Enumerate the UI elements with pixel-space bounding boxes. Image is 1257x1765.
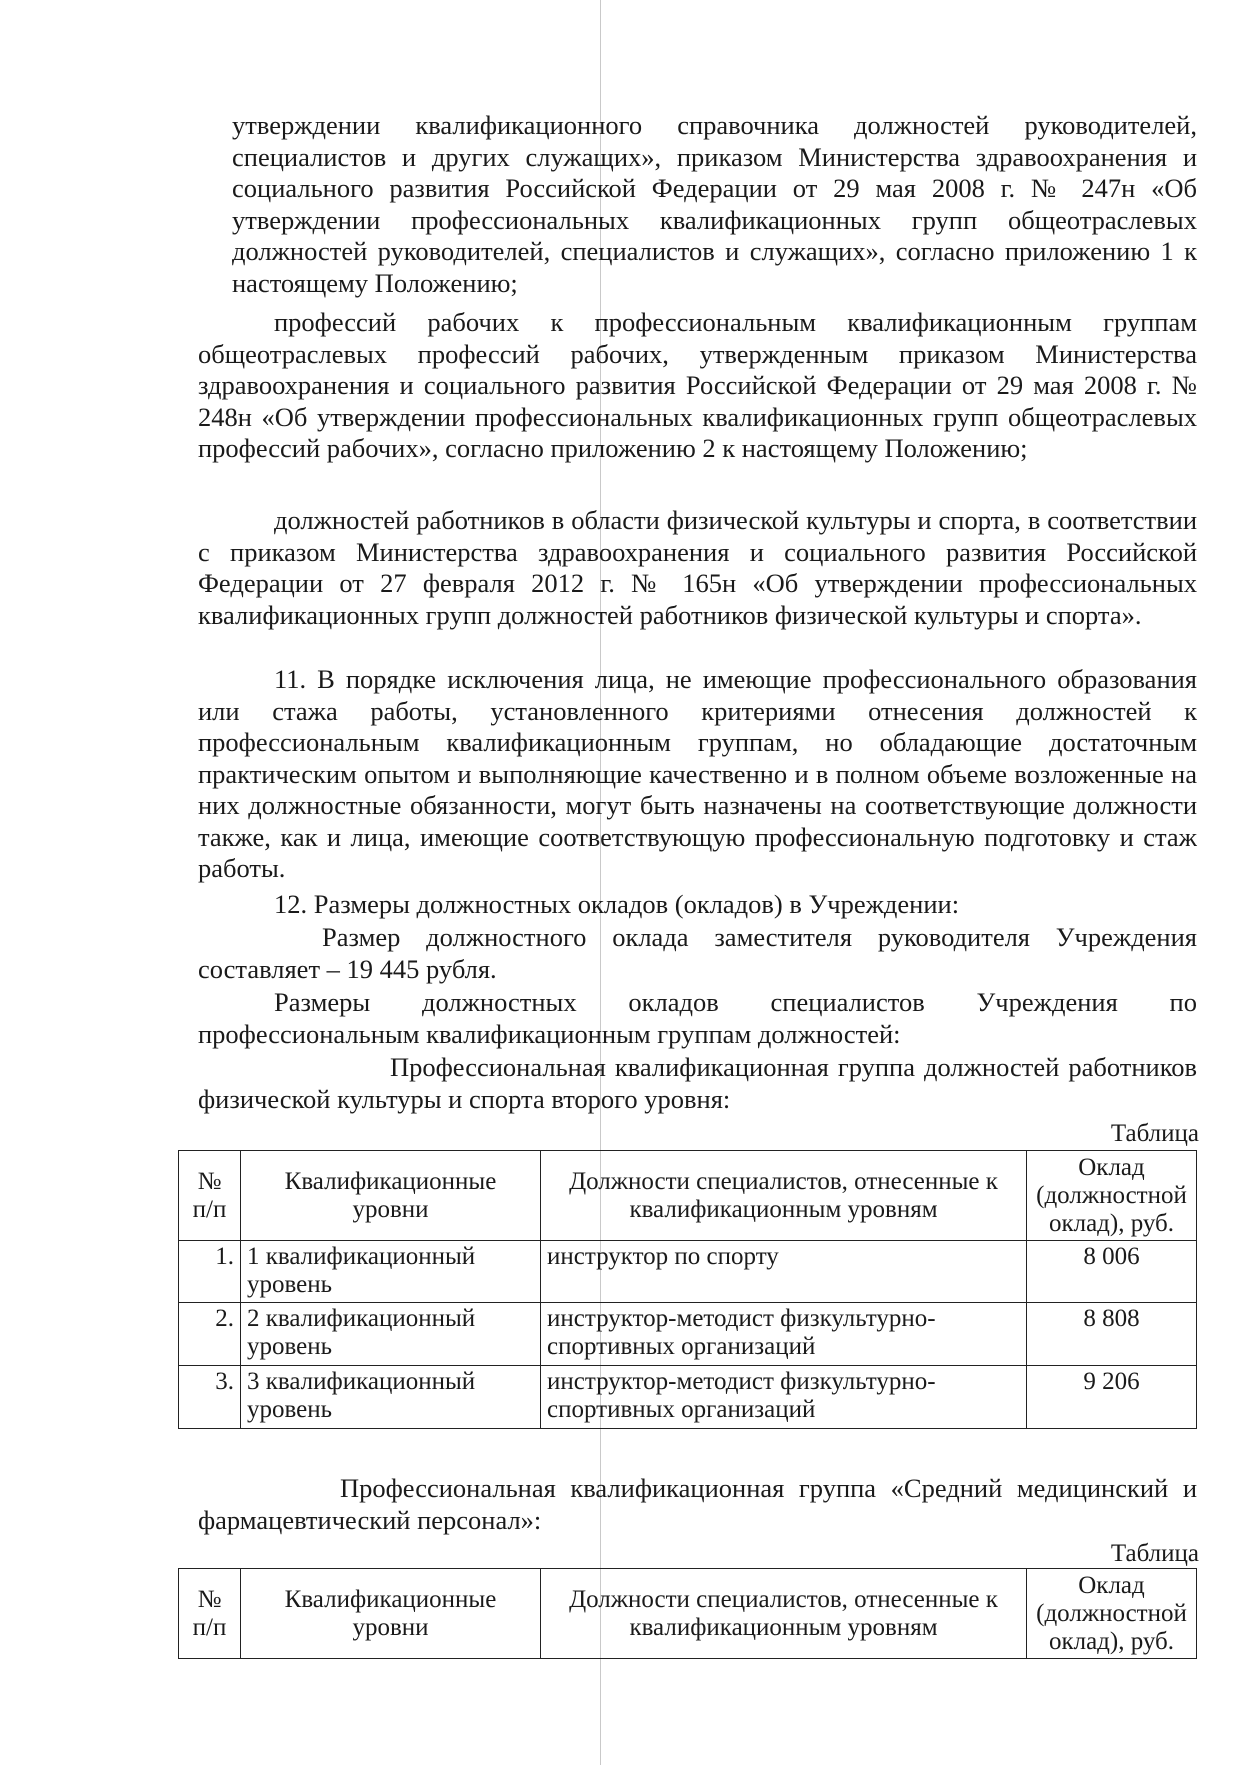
paragraph-worker-professions: профессий рабочих к профессиональным квалификационным группам общеотраслевых профессий рабочих, утвержденным приказом Министерства здравоохранения и социального развития Российской Федерации от 29 мая 2008 г. № 248н «Об утверждении профессиональных квалификационных групп общеотраслевых профессий рабочих», согласно приложению 2 к настоящему Положению; bbox=[198, 307, 1197, 463]
row-salary: 8 006 bbox=[1027, 1241, 1197, 1303]
salary-table-sports bbox=[178, 1150, 1197, 1429]
paragraph-item-12: 12. Размеры должностных окладов (окладов) в Учреждении: bbox=[274, 889, 960, 919]
header-salary: Оклад (должностной оклад), руб. bbox=[1027, 1151, 1197, 1241]
row-level: 2 квалификационный уровень bbox=[241, 1303, 541, 1366]
table-caption-2: Таблица bbox=[1110, 1540, 1199, 1567]
paragraph-item-11: 11. В порядке исключения лица, не имеющие профессионального образования или стажа работы, установленного критериями отнесения должностей к профессиональным квалификационным группам, но обладающие достаточным практическим опытом и выполняющие качественно и в полном объеме возложенные на них должностные обязанности, могут быть назначены на соответствующие должности также, как и лица, имеющие соответствующую профессиональную подготовку и стаж работы. bbox=[198, 664, 1197, 883]
row-positions: инструктор-методист физкультурно-спортивных организаций bbox=[541, 1303, 1027, 1366]
row-num: 3. bbox=[179, 1366, 241, 1429]
row-salary: 9 206 bbox=[1027, 1366, 1197, 1429]
row-num: 1. bbox=[179, 1241, 241, 1303]
table-row bbox=[179, 1366, 1197, 1429]
table-header-row bbox=[179, 1151, 1197, 1241]
row-positions: инструктор-методист физкультурно-спортивных организаций bbox=[541, 1366, 1027, 1429]
table-header-row bbox=[179, 1569, 1197, 1659]
header-num: № п/п bbox=[179, 1569, 241, 1659]
row-positions: инструктор по спорту bbox=[541, 1241, 1027, 1303]
row-level: 1 квалификационный уровень bbox=[241, 1241, 541, 1303]
header-num: № п/п bbox=[179, 1151, 241, 1241]
paragraph-group-sports-heading: Профессиональная квалификационная группа должностей работников физической культуры и спорта второго уровня: bbox=[198, 1052, 1197, 1114]
header-positions: Должности специалистов, отнесенные к квалификационным уровням bbox=[541, 1569, 1027, 1659]
paragraph-deputy-salary: Размер должностного оклада заместителя руководителя Учреждения составляет – 19 445 рубля. bbox=[198, 922, 1197, 984]
table-row bbox=[179, 1303, 1197, 1366]
row-num: 2. bbox=[179, 1303, 241, 1366]
salary-table-medical bbox=[178, 1568, 1197, 1659]
header-salary: Оклад (должностной оклад), руб. bbox=[1027, 1569, 1197, 1659]
header-level: Квалификационные уровни bbox=[241, 1151, 541, 1241]
table-row bbox=[179, 1241, 1197, 1303]
paragraph-continuation: утверждении квалификационного справочника должностей руководителей, специалистов и других служащих», приказом Министерства здравоохранения и социального развития Российской Федерации от 29 мая 2008 г. № 247н «Об утверждении профессиональных квалификационных групп общеотраслевых должностей руководителей, специалистов и служащих», согласно приложению 1 к настоящему Положению; bbox=[232, 110, 1197, 298]
table-caption: Таблица bbox=[1110, 1120, 1199, 1147]
paragraph-sports-positions: должностей работников в области физической культуры и спорта, в соответствии с приказом Министерства здравоохранения и социального развития Российской Федерации от 27 февраля 2012 г. № 165н «Об утверждении профессиональных квалификационных групп должностей работников физической культуры и спорта». bbox=[198, 505, 1197, 630]
header-positions: Должности специалистов, отнесенные к квалификационным уровням bbox=[541, 1151, 1027, 1241]
paragraph-specialist-salaries: Размеры должностных окладов специалистов Учреждения по профессиональным квалификационным группам должностей: bbox=[198, 987, 1197, 1049]
row-level: 3 квалификационный уровень bbox=[241, 1366, 541, 1429]
paragraph-group-medical-heading: Профессиональная квалификационная группа «Средний медицинский и фармацевтический персонал»: bbox=[198, 1473, 1197, 1535]
row-salary: 8 808 bbox=[1027, 1303, 1197, 1366]
header-level: Квалификационные уровни bbox=[241, 1569, 541, 1659]
